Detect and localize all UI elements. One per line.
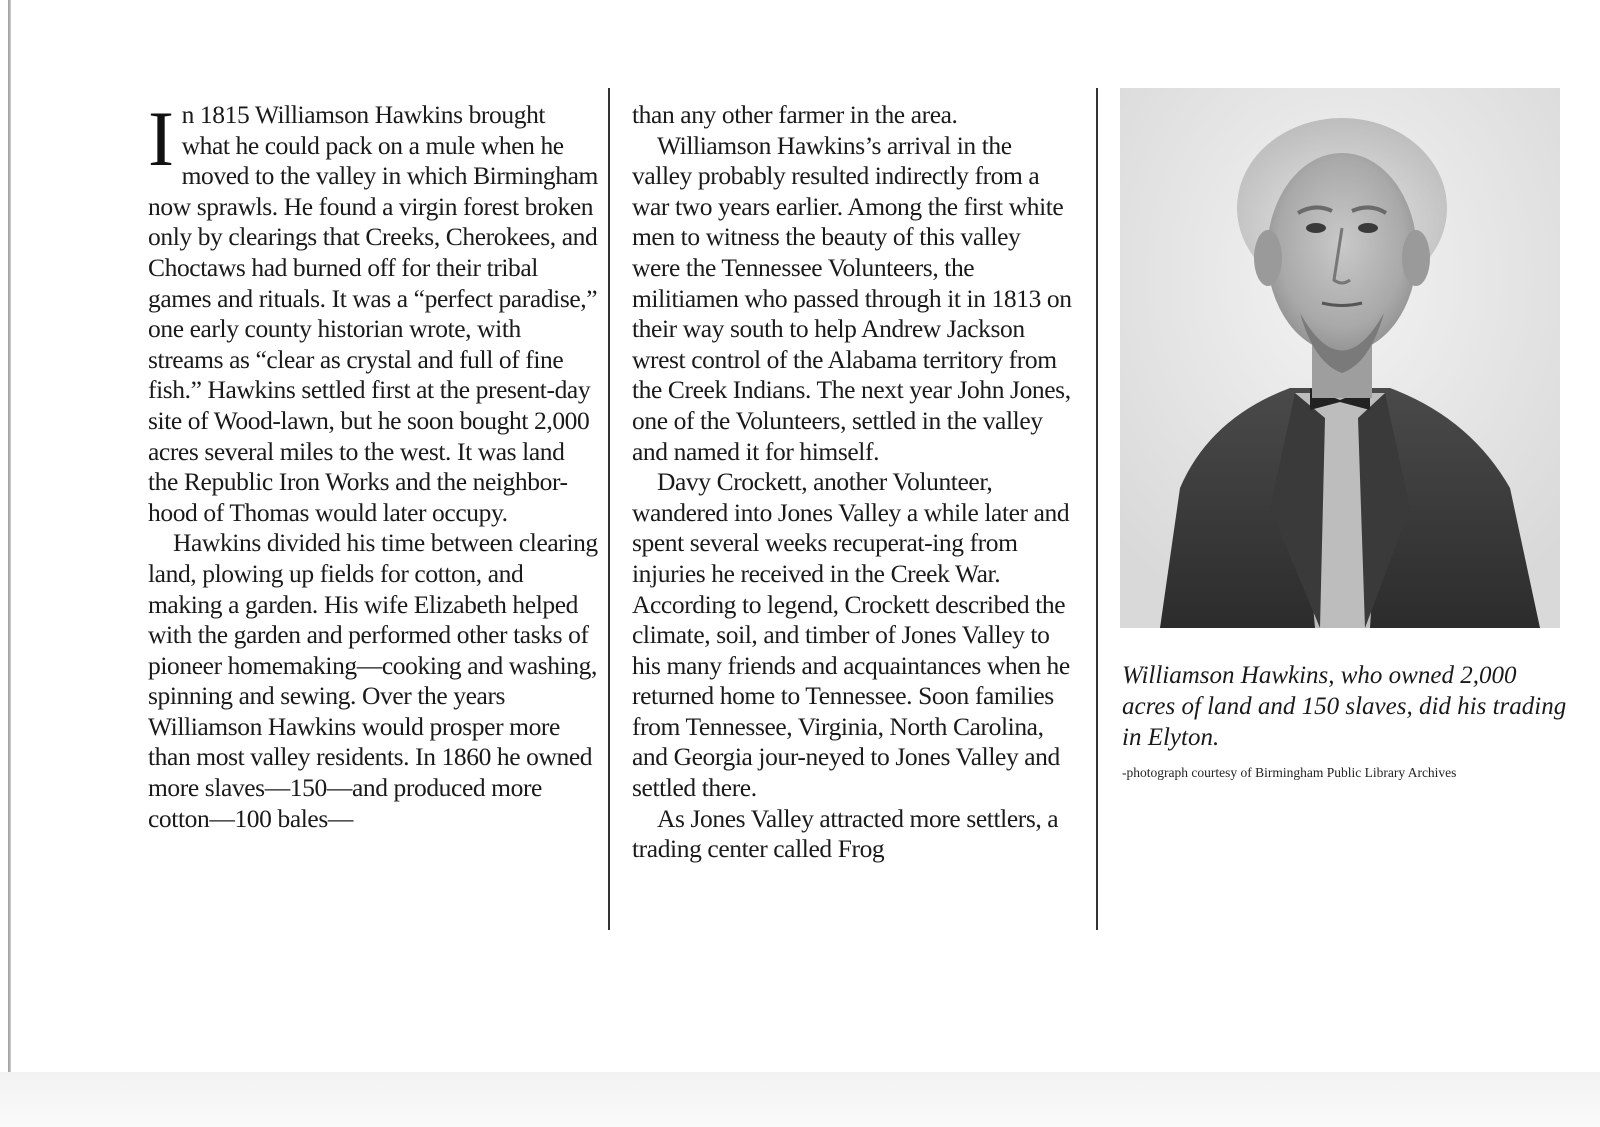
page-bottom-edge [0,1072,1600,1127]
photo-caption: Williamson Hawkins, who owned 2,000 acres of land and 150 slaves, did his trading in Elyton. [1122,662,1567,751]
column-rule-2 [1096,88,1098,930]
paragraph-1 [148,95,598,528]
page-spine-edge [8,0,11,1080]
portrait-illustration [1120,88,1560,628]
paragraph-3: Williamson Hawkins’s arrival in the valley probably resulted indirectly from a war two years earlier. Among the first white men to witness the beauty of this valley were the Tennessee Volunteers, the militiamen who passed through it in 1813 on their way south to help Andrew Jackson wrest control of the Alabama territory from the Creek Indians. The next year John Jones, one of the Volunteers, settled in the valley and named it for himself. [632,130,1072,466]
column-rule-1 [608,88,610,930]
article-column-2 [632,100,1072,865]
paragraph-2: Hawkins divided his time between clearing land, plowing up fields for cotton, and making a garden. His wife Elizabeth helped with the garden and performed other tasks of pioneer homemaking—cooking and washing, spinning and sewing. Over the years Williamson Hawkins would prosper more than most valley residents. In 1860 he owned more slaves—150—and produced more cotton—100 bales— [148,528,598,833]
paragraph-1-text: n 1815 Williamson Hawkins brought what he could pack on a mule when he moved to the valley in which Birmingham now sprawls. He found a virgin forest broken only by clearings that Creeks, Cherokees, and Choctaws had burned off for their tribal games and rituals. It was a “perfect paradise,” one early county historian wrote, with streams as “clear as crystal and full of fine fish.” Hawkins settled first at the present-day site of Wood-lawn, but he soon bought 2,000 acres several miles to the west. It was land the Republic Iron Works and the neighbor-hood of Thomas would later occupy. [148,100,598,527]
paragraph-5: As Jones Valley attracted more settlers, a trading center called Frog [632,803,1059,864]
paragraph-4: Davy Crockett, another Volunteer, wandered into Jones Valley a while later and spent several weeks recuperat-ing from injuries he received in the Creek War. According to legend, Crockett described the climate, soil, and timber of Jones Valley to his many friends and acquaintances when he returned home to Tennessee. Soon families from Tennessee, Virginia, North Carolina, and Georgia jour-neyed to Jones Valley and settled there. [632,467,1070,803]
portrait-photo [1120,88,1560,628]
photo-credit: -photograph courtesy of Birmingham Public Library Archives [1122,765,1457,780]
article-column-1 [148,95,598,834]
drop-cap: I [148,95,174,182]
paragraph-2-continued: than any other farmer in the area. [632,100,958,129]
